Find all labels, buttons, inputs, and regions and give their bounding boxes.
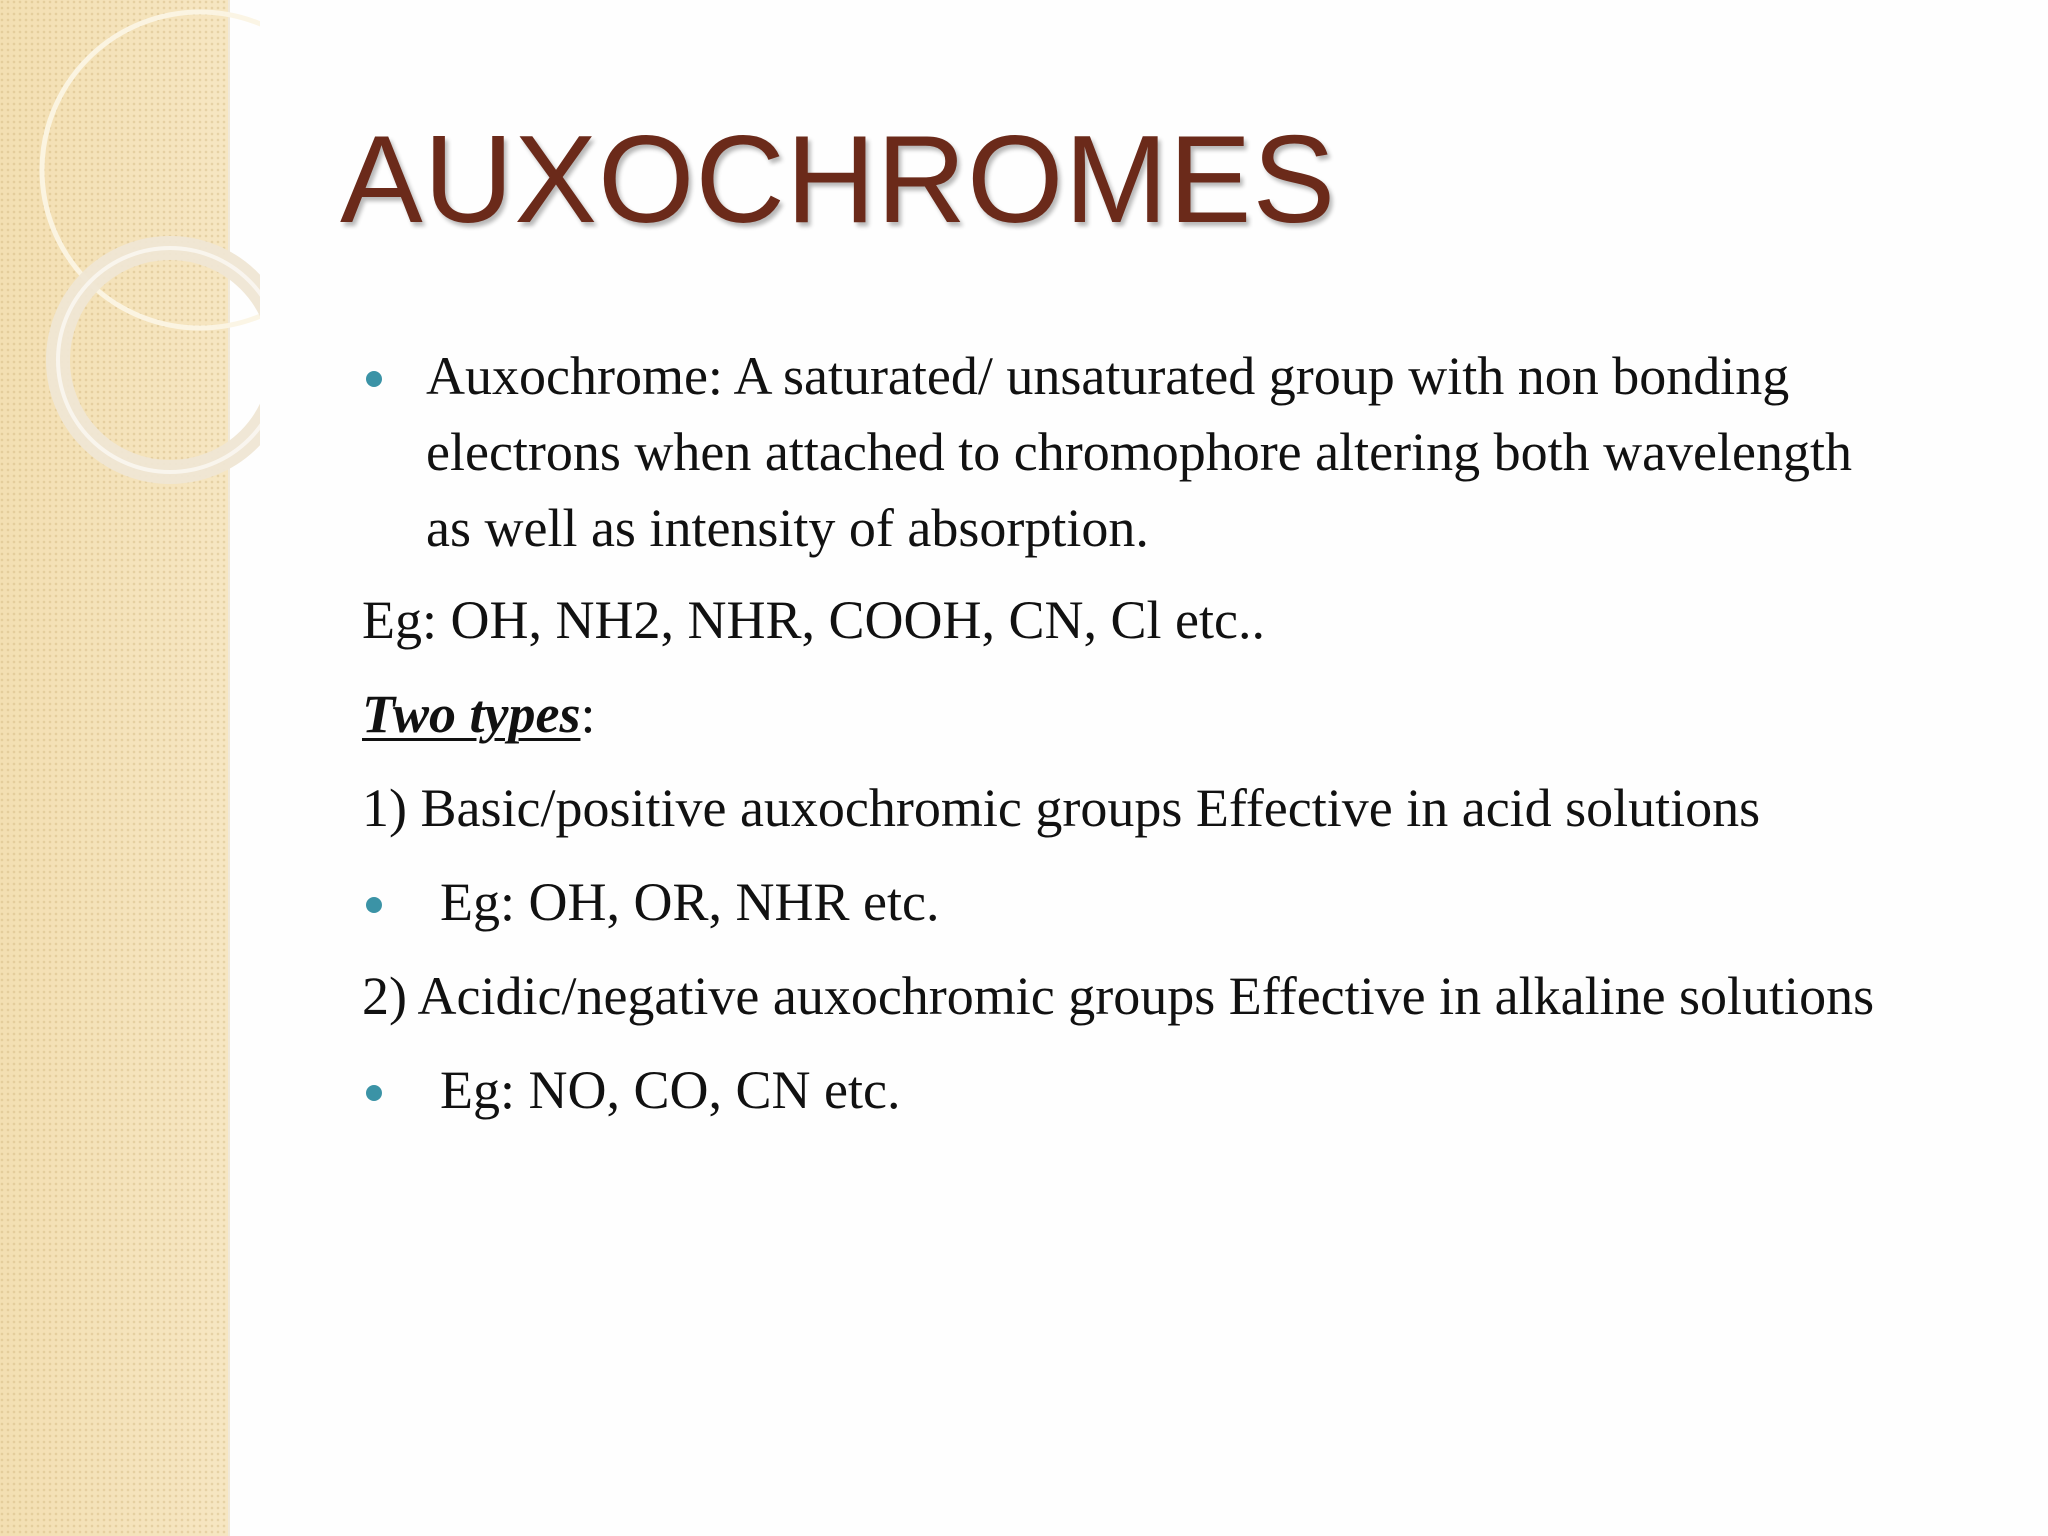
type-2-example: Eg: NO, CO, CN etc. (440, 1060, 901, 1120)
type-1-example: Eg: OH, OR, NHR etc. (440, 872, 940, 932)
slide-body (362, 338, 1882, 1128)
decorative-rings (0, 0, 260, 520)
types-heading: Two types (362, 684, 581, 744)
type-1-text: 1) Basic/positive auxochromic groups Effective in acid solutions (362, 778, 1761, 838)
slide-title: AUXOCHROMES (340, 111, 1337, 249)
types-heading-colon: : (580, 684, 596, 744)
definition-text: Auxochrome: A saturated/ unsaturated group with non bonding electrons when attached to chromophore altering both wavelength as well as intensity of absorption. (426, 346, 1852, 558)
example-line: Eg: OH, NH2, NHR, COOH, CN, Cl etc.. (362, 590, 1265, 650)
type-2-text: 2) Acidic/negative auxochromic groups Effective in alkaline solutions (362, 966, 1875, 1026)
bullet-icon (366, 897, 382, 913)
types-heading-line (362, 676, 1882, 752)
type-1-example-bullet (362, 864, 1882, 940)
bullet-icon (366, 371, 382, 387)
type-2-example-bullet (362, 1052, 1882, 1128)
bullet-icon (366, 1085, 382, 1101)
definition-bullet (362, 338, 1882, 566)
